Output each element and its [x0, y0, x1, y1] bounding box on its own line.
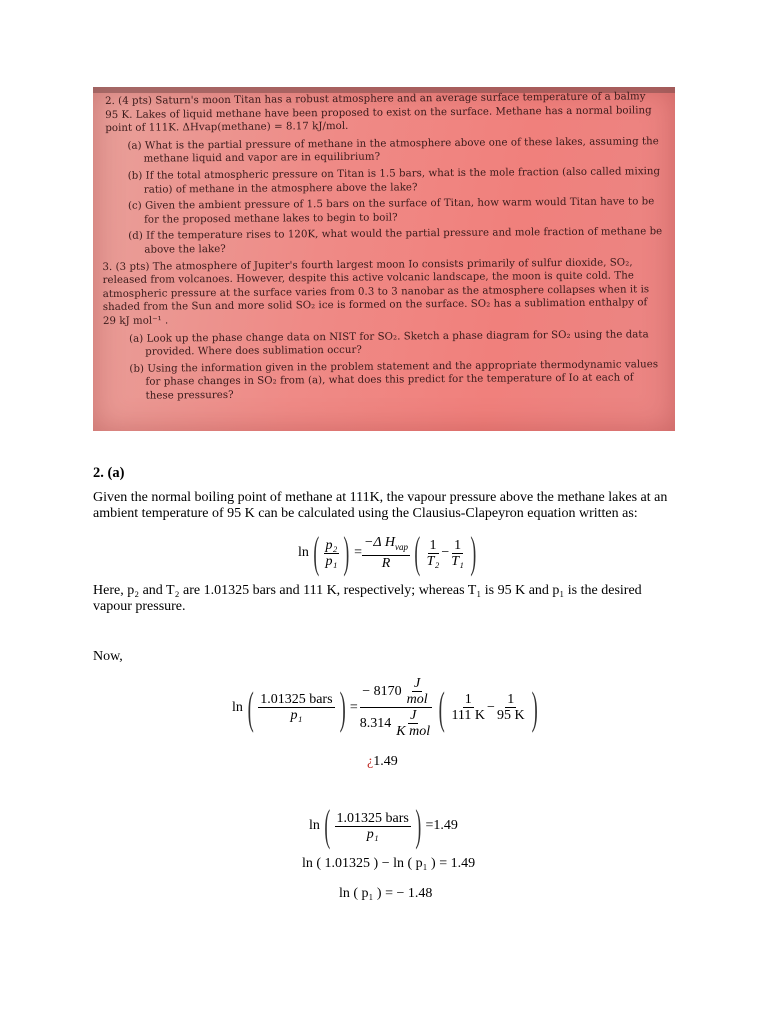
eq2-inv-111k: $\frac{1}{111 K}$	[451, 692, 486, 723]
log-ratio-equation: ln ( $\frac{\text{1.01325 bars}}{\text{p₁}}$ ) =1.49	[309, 801, 458, 850]
ln-p1-equation: ln ( p₁ ) = − 1.48	[339, 886, 433, 901]
result-marker: ¿	[367, 754, 374, 769]
eq1-pressure-ratio: $\frac{\text{p₂}}{\text{p₁}}$	[325, 537, 338, 569]
q3-intro: 3. (3 pts) The atmosphere of Jupiter's fourth largest moon Io consists primarily of sulfur dioxide, SO₂, released from volcanoes. However, despite this active volcanic landscape, the moon is quite cold. The atmospheric pressure at the surface varies from 0.3 to 3 nanobar as the atmosphere collapses when it is shaded from the Sun and more solid SO₂ ice is formed on the surface. SO₂ has a sublimation enthalpy of 29 kJ mol⁻¹ .	[102, 256, 650, 327]
eq2-inv-95k: $\frac{1}{95 K}$	[496, 692, 525, 723]
q2-part-d: (d) If the temperature rises to 120K, what would the partial pressure and mole fraction of methane be above the lake?	[128, 226, 663, 256]
q2-part-b: (b) If the total atmospheric pressure on Titan is 1.5 bars, what is the mole fraction (also called mixing ratio) of methane in the atmosphere above the lake?	[127, 166, 661, 196]
solution-heading: 2. (a)	[93, 465, 125, 481]
eq1-ln: ln	[298, 545, 309, 560]
eq3-pressure-ratio: $\frac{\text{1.01325 bars}}{\text{p₁}}$	[336, 810, 409, 842]
q3-part-b: (b) Using the information given in the problem statement and the appropriate thermodynamic values for phase changes in SO₂ from (a), what does this predict for the temperature of Io at each of these pressures?	[129, 358, 659, 402]
q2-part-a: (a) What is the partial pressure of methane in the atmosphere above one of these lakes, assuming the methane liquid and vapor are in equilibrium?	[127, 135, 659, 166]
variable-definitions: Here, p₂ and T₂ are 1.01325 bars and 111 K, respectively; whereas T₁ is 95 K and p₁ is the desired vapour pressure.	[93, 583, 642, 614]
problem-photo	[93, 87, 675, 431]
now-label: Now,	[93, 649, 123, 664]
solution-intro: Given the normal boiling point of methane at 111K, the vapour pressure above the methane lakes at an ambient temperature of 95 K can be calculated using the Clausius-Clapeyron equation written as:	[93, 490, 668, 521]
log-difference-equation: ln ( 1.01325 ) − ln ( p₁ ) = 1.49	[302, 856, 476, 871]
result-line	[367, 754, 398, 770]
clausius-clapeyron-equation: ln ( $\frac{\text{p₂}}{\text{p₁}}$ ) = $\frac{-\Delta H_{vap}}{R}$ ( $\frac{1}{\text{T₂}}$ − $\frac{1}{\text{T₁}}$ )	[298, 528, 477, 577]
substituted-equation: ln ( $\frac{\text{1.01325 bars}}{\text{p₁}}$ ) = − 8170 $\frac{J}{\text{mol}}$ 8.314 $\frac{J}{\text{K mol}}$ ( $\frac{1}{111 K}$ − $\frac{1}{95 K}$ )	[232, 676, 538, 739]
q3-part-a: (a) Look up the phase change data on NIST for SO₂. Sketch a phase diagram for SO₂ using the data provided. Where does sublimation occur?	[129, 328, 649, 358]
q2-intro: 2. (4 pts) Saturn's moon Titan has a robust atmosphere and an average surface temperature of a balmy 95 K. Lakes of liquid methane have been proposed to exist on the surface. Methane has a normal boiling point of 111K. ΔHvap(methane) = 8.17 kJ/mol.	[105, 91, 652, 135]
eq2-enthalpy-over-r: − 8170 $\frac{J}{\text{mol}}$ 8.314 $\frac{J}{\text{K mol}}$	[359, 676, 431, 739]
eq2-pressure-ratio: $\frac{\text{1.01325 bars}}{\text{p₁}}$	[260, 692, 333, 723]
q2-part-c: (c) Given the ambient pressure of 1.5 bars on the surface of Titan, how warm would Titan have to be for the proposed methane lakes to begin to boil?	[127, 196, 655, 226]
eq1-inv-t2: $\frac{1}{\text{T₂}}$	[426, 537, 440, 569]
eq1-enthalpy-term: $\frac{-\Delta H_{vap}}{R}$	[363, 535, 409, 571]
problem-text	[102, 90, 664, 406]
eq1-inv-t1: $\frac{1}{\text{T₁}}$	[451, 537, 464, 569]
result-value: 1.49	[373, 754, 398, 769]
